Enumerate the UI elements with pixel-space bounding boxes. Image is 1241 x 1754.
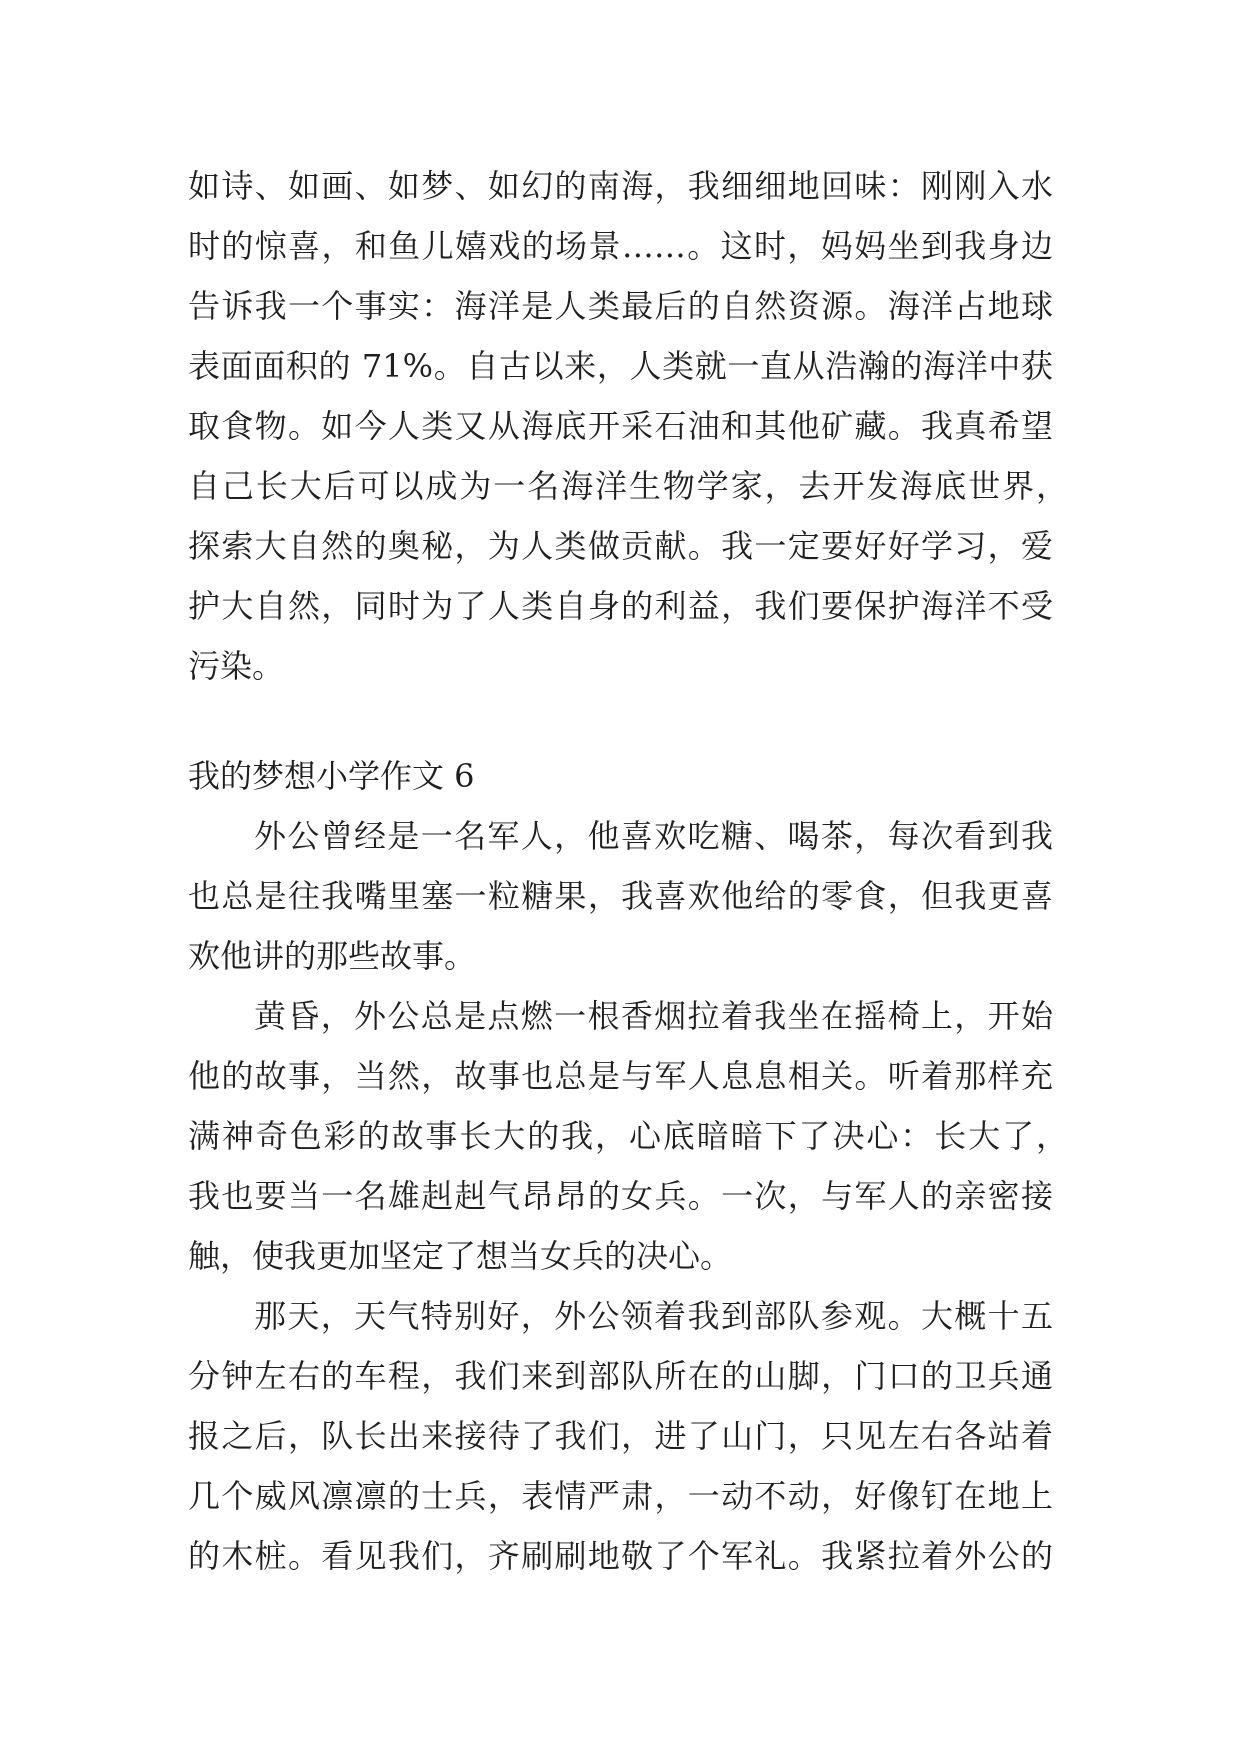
text-line: 我也要当一名雄赳赳气昂昂的女兵。一次，与军人的亲密接 bbox=[188, 1177, 1053, 1215]
essay-title: 我的梦想小学作文 6 bbox=[188, 757, 475, 795]
page-body bbox=[188, 156, 1068, 1586]
text-line: 也总是往我嘴里塞一粒糖果，我喜欢他给的零食，但我更喜 bbox=[188, 877, 1053, 915]
text-line: 自己长大后可以成为一名海洋生物学家，去开发海底世界， bbox=[188, 467, 1068, 505]
text-line: 告诉我一个事实：海洋是人类最后的自然资源。海洋占地球 bbox=[188, 287, 1053, 325]
text-line: 污染。 bbox=[188, 647, 285, 685]
text-line: 几个威风凛凛的士兵，表情严肃，一动不动，好像钉在地上 bbox=[188, 1477, 1053, 1515]
continued-paragraph bbox=[188, 156, 1068, 696]
text-line: 如诗、如画、如梦、如幻的南海，我细细地回味：刚刚入水 bbox=[188, 167, 1053, 205]
text-line: 分钟左右的车程，我们来到部队所在的山脚，门口的卫兵通 bbox=[188, 1357, 1053, 1395]
text-line: 那天，天气特别好，外公领着我到部队参观。大概十五 bbox=[254, 1297, 1053, 1335]
text-line: 欢他讲的那些故事。 bbox=[188, 937, 477, 975]
text-line: 满神奇色彩的故事长大的我，心底暗暗下了决心：长大了， bbox=[188, 1117, 1068, 1155]
text-line: 黄昏，外公总是点燃一根香烟拉着我坐在摇椅上，开始 bbox=[254, 997, 1053, 1035]
text-line: 他的故事，当然，故事也总是与军人息息相关。听着那样充 bbox=[188, 1057, 1053, 1095]
paragraph bbox=[188, 806, 1053, 986]
text-line: 的木桩。看见我们，齐刷刷地敬了个军礼。我紧拉着外公的 bbox=[188, 1537, 1053, 1575]
text-line: 报之后，队长出来接待了我们，进了山门，只见左右各站着 bbox=[188, 1417, 1053, 1455]
paragraph bbox=[188, 986, 1068, 1286]
text-line: 表面面积的 71%。自古以来，人类就一直从浩瀚的海洋中获 bbox=[188, 347, 1053, 385]
text-line: 时的惊喜，和鱼儿嬉戏的场景……。这时，妈妈坐到我身边 bbox=[188, 227, 1053, 265]
text-line: 外公曾经是一名军人，他喜欢吃糖、喝茶，每次看到我 bbox=[254, 817, 1053, 855]
text-line: 取食物。如今人类又从海底开采石油和其他矿藏。我真希望 bbox=[188, 407, 1053, 445]
text-line: 触，使我更加坚定了想当女兵的决心。 bbox=[188, 1237, 733, 1275]
paragraph bbox=[188, 1286, 1053, 1586]
text-line: 护大自然，同时为了人类自身的利益，我们要保护海洋不受 bbox=[188, 587, 1053, 625]
text-line: 探索大自然的奥秘，为人类做贡献。我一定要好好学习，爱 bbox=[188, 527, 1053, 565]
